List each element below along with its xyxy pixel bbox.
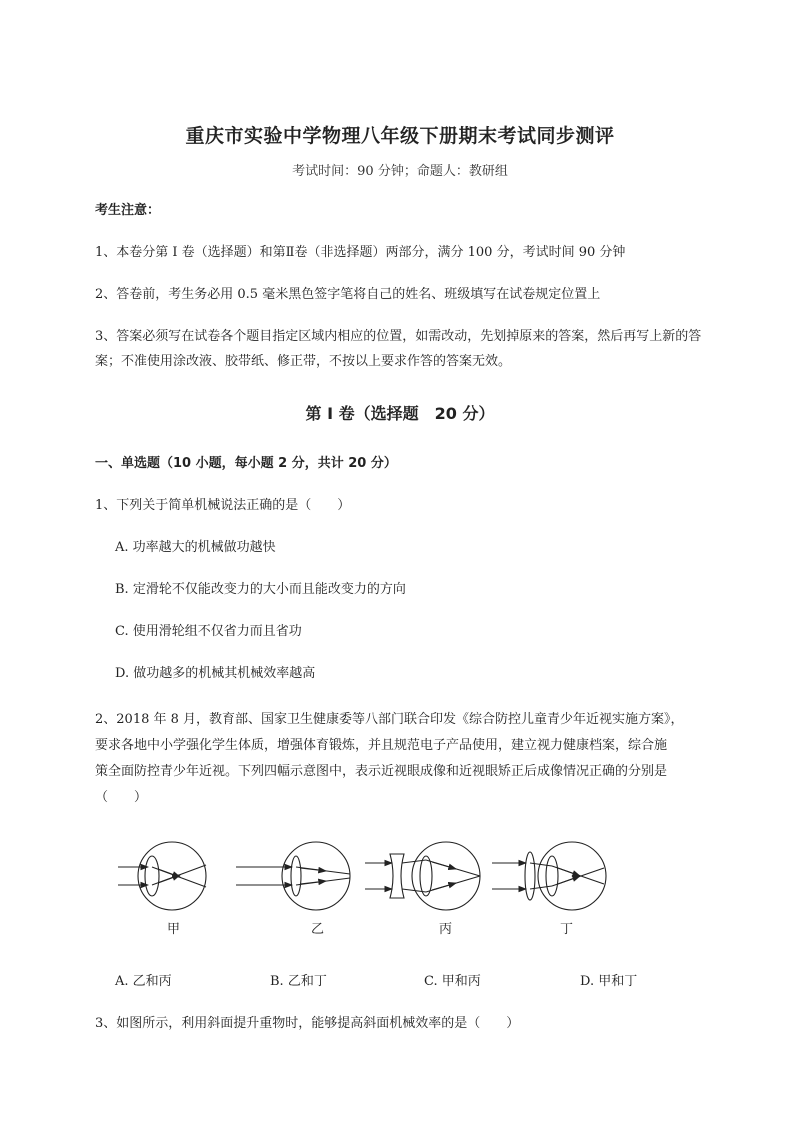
question-2-stem-line-3: 策全面防控青少年近视。下列四幅示意图中，表示近视眼成像和近视眼矫正后成像情况正确的分别是 xyxy=(95,764,668,779)
question-2-stem-line-4: （ ） xyxy=(95,790,148,805)
question-2-option-d: D. 甲和丁 xyxy=(580,974,638,989)
question-2-stem-line-1: 2、2018 年 8 月，教育部、国家卫生健康委等八部门联合印发《综合防控儿童青少年近视实施方案》， xyxy=(95,712,684,727)
question-1-option-a: A. 功率越大的机械做功越快 xyxy=(115,540,276,555)
eye-diagram-jia xyxy=(118,842,206,910)
page-subtitle: 考试时间：90 分钟；命题人：教研组 xyxy=(292,164,508,179)
question-2-option-c: C. 甲和丙 xyxy=(424,974,481,989)
section-title: 第 I 卷（选择题 20 分） xyxy=(305,404,495,423)
figure-label-ding: 丁 xyxy=(560,922,574,937)
question-1-stem: 1、下列关于简单机械说法正确的是（ ） xyxy=(95,498,351,513)
notice-item-2: 2、答卷前，考生务必用 0.5 毫米黑色签字笔将自己的姓名、班级填写在试卷规定位置上 xyxy=(95,287,601,302)
question-1-option-c: C. 使用滑轮组不仅省力而且省功 xyxy=(115,624,302,639)
eye-diagram-yi xyxy=(236,842,350,910)
question-1-option-b: B. 定滑轮不仅能改变力的大小而且能改变力的方向 xyxy=(115,582,406,597)
question-3-stem: 3、如图所示，利用斜面提升重物时，能够提高斜面机械效率的是（ ） xyxy=(95,1016,520,1031)
question-2-stem-line-2: 要求各地中小学强化学生体质，增强体育锻炼，并且规范电子产品使用，建立视力健康档案，综合施 xyxy=(95,738,668,753)
figure-label-jia: 甲 xyxy=(167,922,181,937)
eye-diagram-ding xyxy=(492,842,606,910)
eye-diagram-bing xyxy=(365,842,480,910)
figure-label-bing: 丙 xyxy=(439,922,453,937)
part-heading: 一、单选题（10 小题，每小题 2 分，共计 20 分） xyxy=(95,456,397,471)
question-2-option-b: B. 乙和丁 xyxy=(270,974,327,989)
question-2-option-a: A. 乙和丙 xyxy=(115,974,172,989)
notice-item-1: 1、本卷分第 I 卷（选择题）和第Ⅱ卷（非选择题）两部分，满分 100 分，考试时间 90 分钟 xyxy=(95,245,626,260)
question-1-option-d: D. 做功越多的机械其机械效率越高 xyxy=(115,666,316,681)
notice-heading: 考生注意： xyxy=(95,203,161,218)
figure-label-yi: 乙 xyxy=(311,922,325,937)
page-title: 重庆市实验中学物理八年级下册期末考试同步测评 xyxy=(185,125,615,147)
notice-item-3: 3、答案必须写在试卷各个题目指定区域内相应的位置，如需改动，先划掉原来的答案，然后再写上新的答案；不准使用涂改液、胶带纸、修正带，不按以上要求作答的答案无效。 xyxy=(95,329,702,369)
